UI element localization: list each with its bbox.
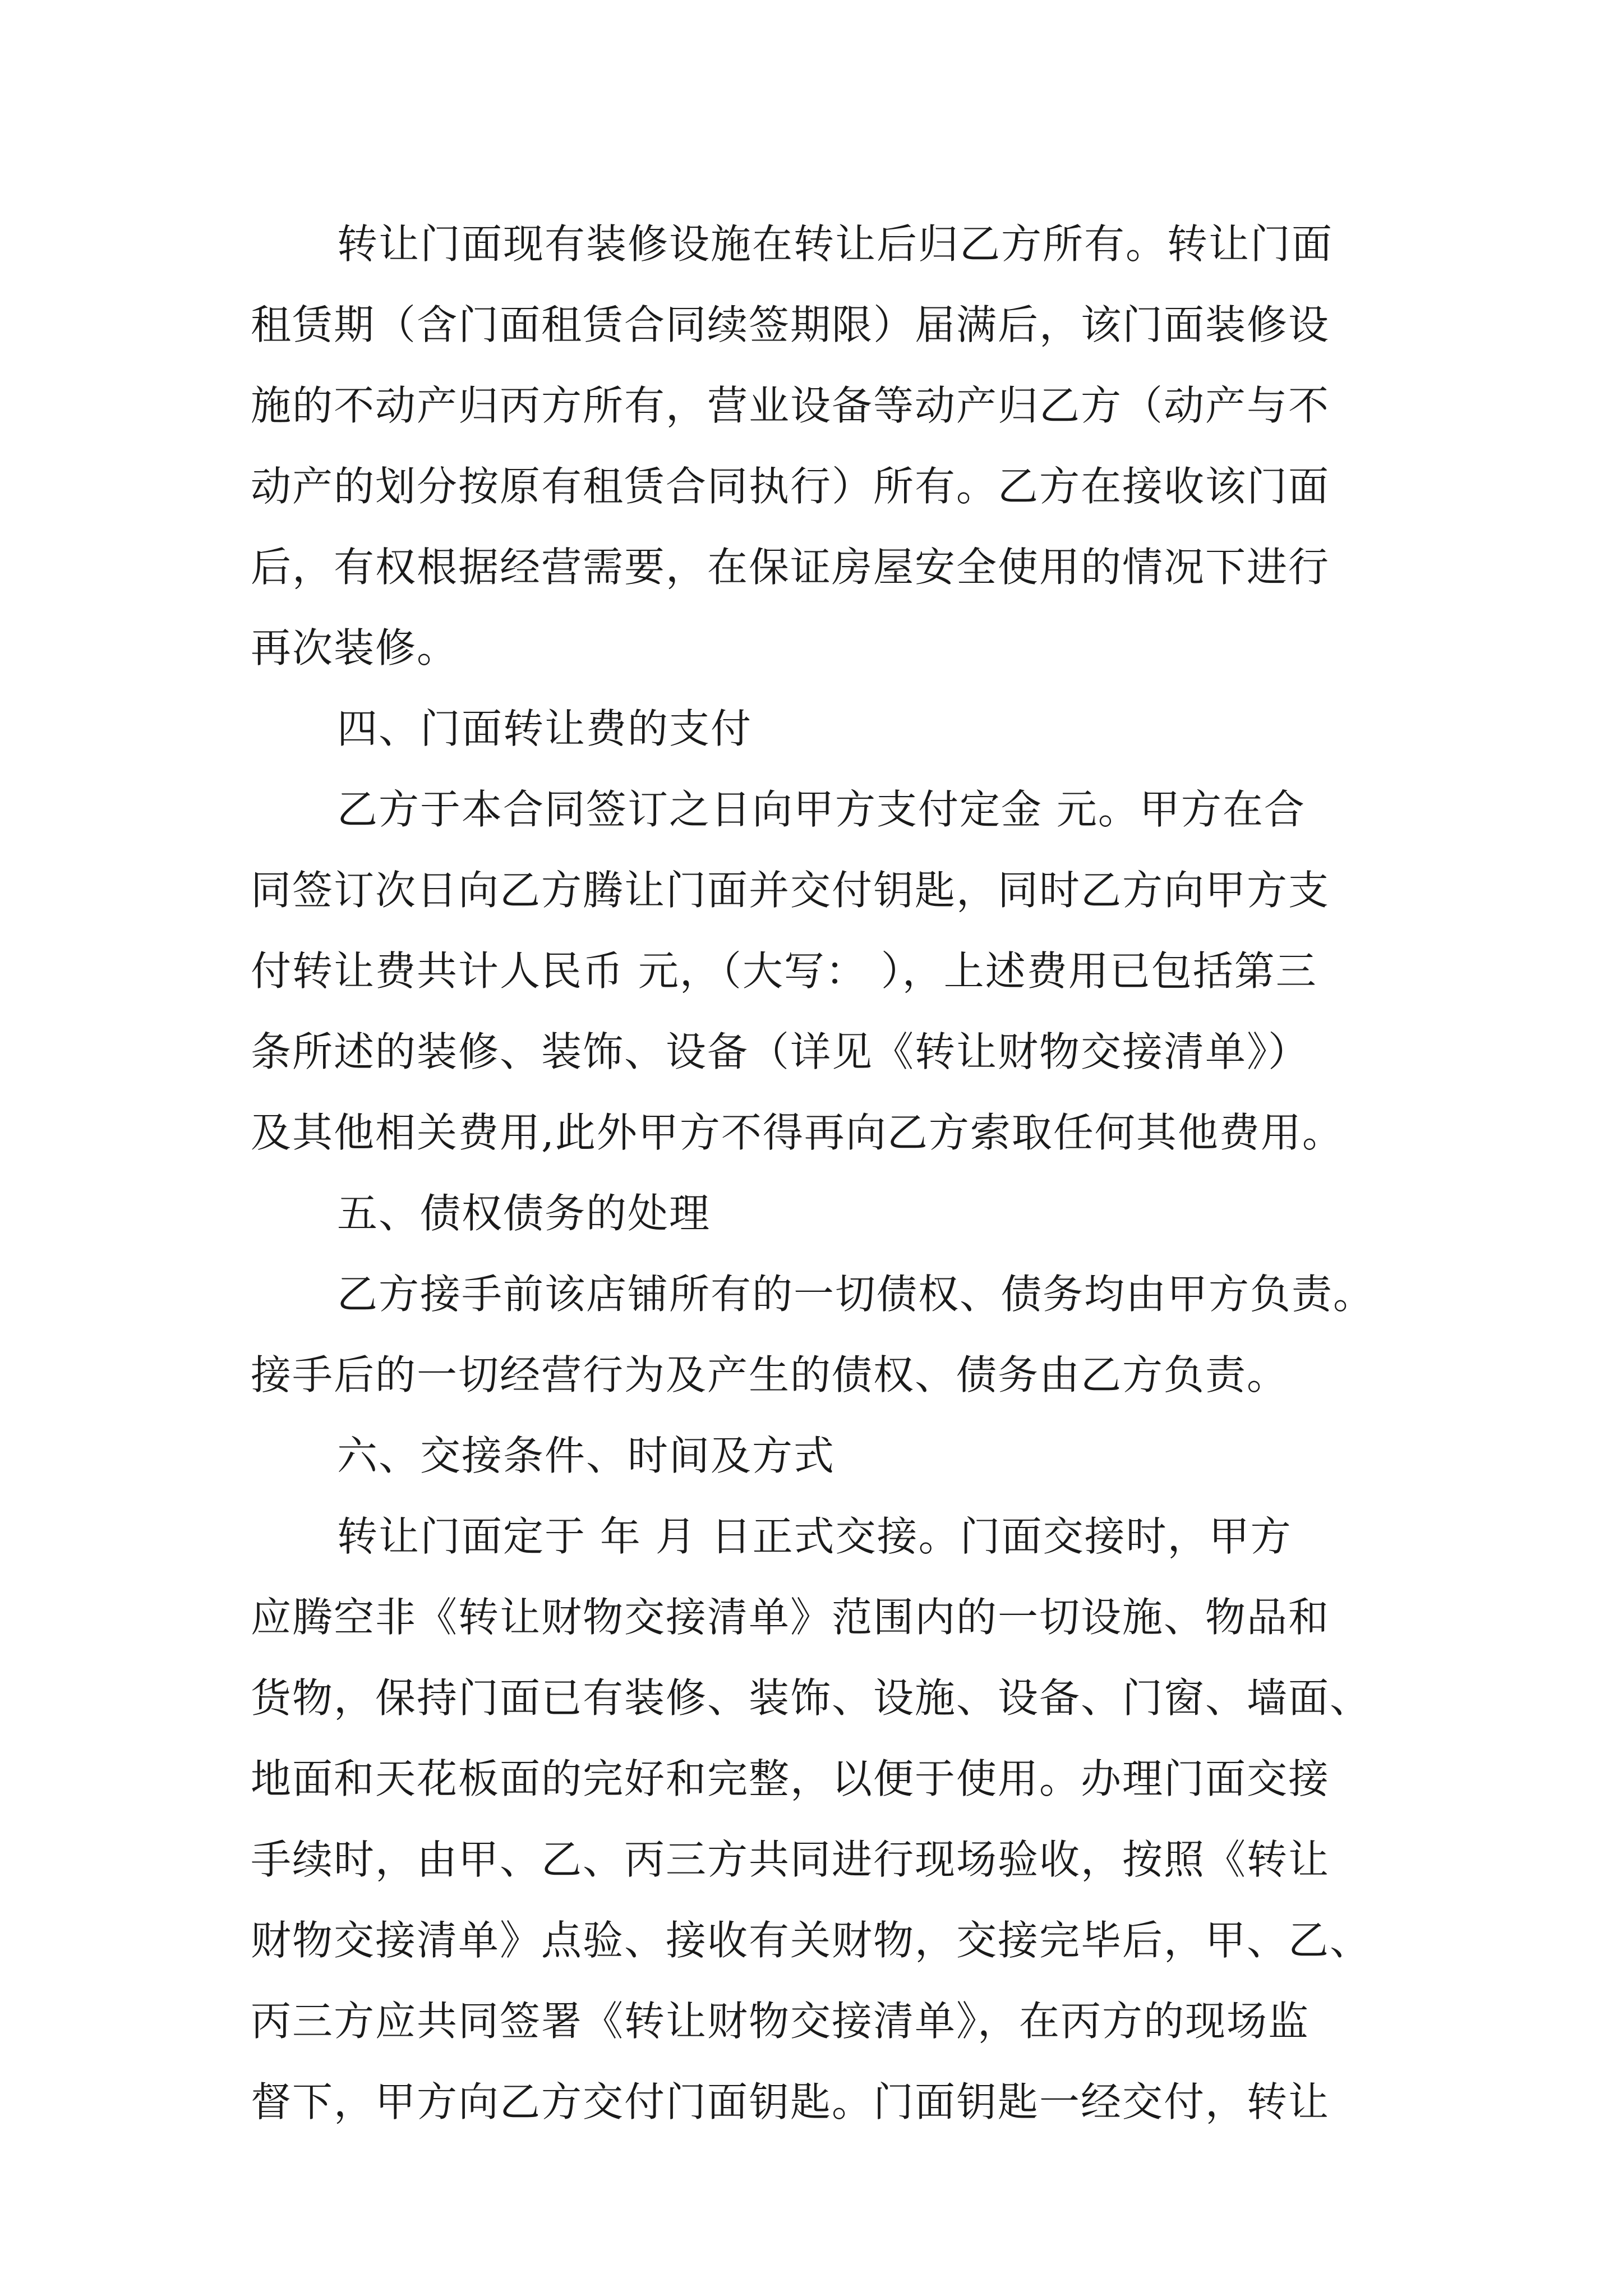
text-line: 施的不动产归丙方所有，营业设备等动产归乙方（动产与不 xyxy=(251,382,1330,429)
text-line: 乙方于本合同签订之日向甲方支付定金 元。甲方在合 xyxy=(337,786,1306,833)
text-line: 后，有权根据经营需要，在保证房屋安全使用的情况下进行 xyxy=(251,544,1330,591)
section-heading: 四、门面转让费的支付 xyxy=(337,705,753,752)
text-line: 手续时，由甲、乙、丙三方共同进行现场验收，按照《转让 xyxy=(251,1836,1330,1883)
text-line: 接手后的一切经营行为及产生的债权、债务由乙方负责。 xyxy=(251,1351,1289,1398)
text-line: 丙三方应共同签署《转让财物交接清单》，在丙方的现场监 xyxy=(251,1998,1310,2045)
text-line: 再次装修。 xyxy=(251,624,459,671)
text-line: 动产的划分按原有租赁合同执行）所有。乙方在接收该门面 xyxy=(251,463,1330,510)
text-line: 转让门面现有装修设施在转让后归乙方所有。转让门面 xyxy=(337,220,1334,268)
text-line: 乙方接手前该店铺所有的一切债权、债务均由甲方负责。 xyxy=(337,1271,1375,1318)
text-line: 同签订次日向乙方腾让门面并交付钥匙，同时乙方向甲方支 xyxy=(251,867,1330,914)
text-line: 货物，保持门面已有装修、装饰、设施、设备、门窗、墙面、 xyxy=(251,1674,1372,1722)
section-heading: 五、债权债务的处理 xyxy=(337,1190,711,1237)
contract-body-text xyxy=(251,204,1384,2142)
text-line: 条所述的装修、装饰、设备（详见《转让财物交接清单》） xyxy=(251,1028,1310,1075)
section-heading: 六、交接条件、时间及方式 xyxy=(337,1432,836,1479)
text-line: 转让门面定于 年 月 日正式交接。门面交接时，甲方 xyxy=(337,1513,1292,1560)
text-line: 应腾空非《转让财物交接清单》范围内的一切设施、物品和 xyxy=(251,1594,1330,1641)
text-line: 租赁期（含门面租赁合同续签期限）届满后，该门面装修设 xyxy=(251,301,1330,348)
text-line: 财物交接清单》点验、接收有关财物，交接完毕后，甲、乙、 xyxy=(251,1917,1372,1964)
text-line: 督下，甲方向乙方交付门面钥匙。门面钥匙一经交付，转让 xyxy=(251,2078,1330,2125)
text-line: 付转让费共计人民币 元，（大写： ），上述费用已包括第三 xyxy=(251,947,1317,995)
text-line: 地面和天花板面的完好和完整，以便于使用。办理门面交接 xyxy=(251,1755,1330,1802)
text-line: 及其他相关费用,此外甲方不得再向乙方索取任何其他费用。 xyxy=(251,1109,1344,1156)
